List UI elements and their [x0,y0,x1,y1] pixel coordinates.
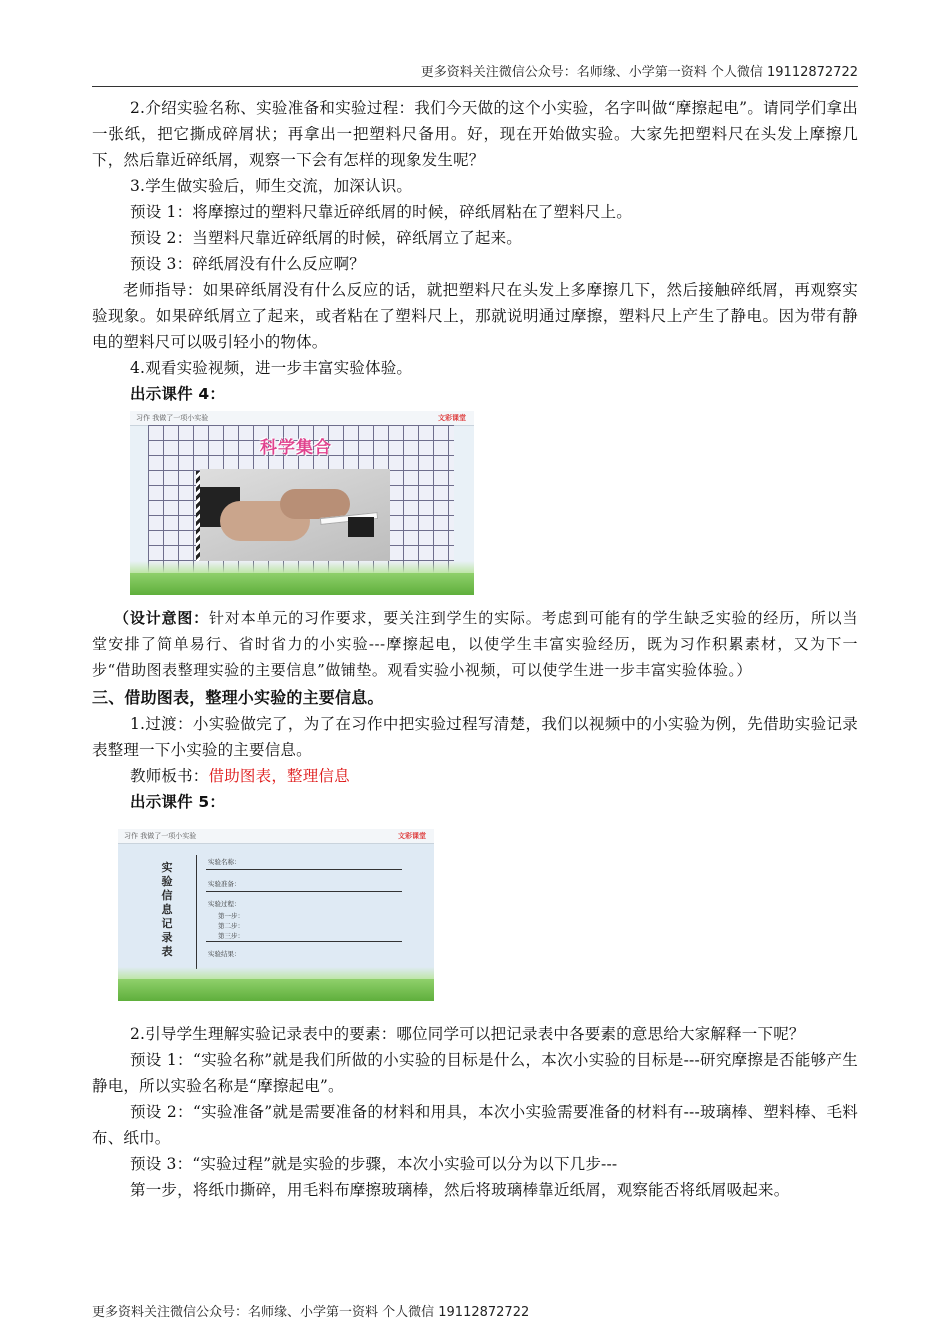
hand-shape [280,489,350,519]
board-label: 教师板书： [130,767,209,785]
board-writing [92,763,858,789]
courseware-title-bar [118,829,434,844]
page-header: 更多资料关注微信公众号：名师缘、小学第一资料 个人微信 19112872722 [92,62,858,87]
record-field: 实验结果： [208,950,241,958]
paragraph: 预设 1：将摩擦过的塑料尺靠近碎纸屑的时候，碎纸屑粘在了塑料尺上。 [130,203,632,221]
page-footer: 更多资料关注微信公众号：名师缘、小学第一资料 个人微信 19112872722 [92,1305,530,1320]
grass-fade [130,561,474,573]
paragraph: 预设 2：“实验准备”就是需要准备的材料和用具，本次小实验需要准备的材料有---玻璃棒、塑料棒、毛料布、纸巾。 [92,1103,858,1147]
paragraph: 1.过渡：小实验做完了，为了在习作中把实验过程写清楚，我们以视频中的小实验为例，先借助实验记录表整理一下小实验的主要信息。 [92,715,858,759]
paragraph: 2.介绍实验名称、实验准备和实验过程：我们今天做的这个小实验，名字叫做“摩擦起电”。请同学们拿出一张纸，把它撕成碎屑状；再拿出一把塑料尺备用。好，现在开始做实验。大家先把塑料尺在头发上摩擦几下，然后靠近碎纸屑，观察一下会有怎样的现象发生呢？ [92,99,858,169]
paragraph: 预设 3：碎纸屑没有什么反应啊？ [130,255,365,273]
design-intent-text: 针对本单元的习作要求，要关注到学生的实际。考虑到可能有的学生缺乏实验的经历，所以当堂安排了简单易行、省时省力的小实验---摩擦起电，以使学生丰富实验经历，既为习作积累素材，又为下一步“借助图表整理实验的主要信息”做铺垫。观看实验小视频，可以使学生进一步丰富实验体验。） [92,609,858,679]
paragraph: 预设 2：当塑料尺靠近碎纸屑的时候，碎纸屑立了起来。 [130,229,522,247]
record-field: 第一步： [218,912,244,920]
experiment-video-frame [200,469,390,561]
record-table-title: 实验信息记录表 [161,861,173,958]
courseware-title: 习作 我做了一项小实验 [136,414,209,422]
section-heading: 三、借助图表，整理小实验的主要信息。 [92,688,384,707]
paragraph: 预设 1：“实验名称”就是我们所做的小实验的目标是什么，本次小实验的目标是---研究摩擦是否能够产生静电，所以实验名称是“摩擦起电”。 [92,1051,858,1095]
grass-fade [118,967,434,979]
paragraph: 第一步，将纸巾撕碎，用毛料布摩擦玻璃棒，然后将玻璃棒靠近纸屑，观察能否将纸屑吸起来。 [130,1181,790,1199]
record-line [206,891,402,892]
record-field: 第二步： [218,922,244,930]
science-logo: 科学集合 [260,438,332,458]
paragraph: 预设 3：“实验过程”就是实验的步骤，本次小实验可以分为以下几步--- [130,1155,618,1173]
courseware-5-label: 出示课件 5： [130,793,226,811]
black-block [348,517,374,537]
board-text: 借助图表，整理信息 [208,767,350,785]
grass-ground [118,979,434,1001]
brand-logo: 文彩课堂 [438,414,466,422]
divider [196,855,197,969]
document-body [92,95,858,1203]
courseware-4-screenshot [130,411,474,595]
design-intent-label: （设计意图： [114,609,210,627]
paragraph: 3.学生做实验后，师生交流，加深认识。 [130,177,413,195]
record-field: 第三步： [218,932,244,940]
record-field: 实验过程： [208,900,241,908]
courseware-5-screenshot [118,829,434,1001]
paragraph: 4.观看实验视频，进一步丰富实验体验。 [130,359,413,377]
courseware-4-label: 出示课件 4： [130,385,226,403]
grass-ground [130,573,474,595]
record-line [206,869,402,870]
paragraph: 老师指导：如果碎纸屑没有什么反应的话，就把塑料尺在头发上多摩擦几下，然后接触碎纸屑，再观察实验现象。如果碎纸屑立了起来，或者粘在了塑料尺上，那就说明通过摩擦，塑料尺上产生了静电。因为带有静电的塑料尺可以吸引轻小的物体。 [92,281,858,351]
record-line [206,941,402,942]
record-field: 实验准备： [208,880,241,888]
brand-logo: 文彩课堂 [398,832,426,840]
record-field: 实验名称： [208,858,241,866]
courseware-title-bar [130,411,474,426]
paragraph: 2.引导学生理解实验记录表中的要素：哪位同学可以把记录表中各要素的意思给大家解释一下呢？ [130,1025,805,1043]
courseware-title: 习作 我做了一项小实验 [124,832,197,840]
design-intent [92,605,858,683]
